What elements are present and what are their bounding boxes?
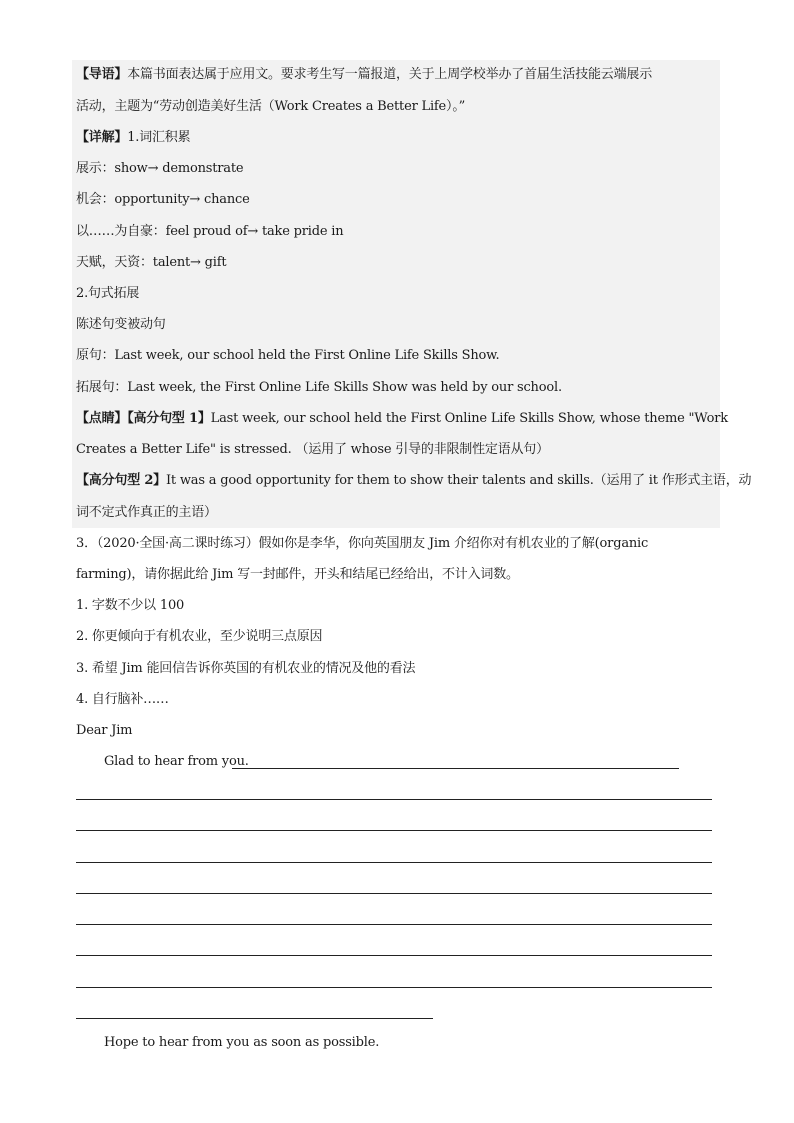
answer-line[interactable] (76, 830, 712, 831)
question-line-2: farming)，请你据此给 Jim 写一封邮件，开头和结尾已经给出，不计入词数。 (76, 567, 519, 582)
intro-text-1: 本篇书面表达属于应用文。要求考生写一篇报道，关于上周学校举办了首届生活技能云端展示 (127, 67, 653, 82)
answer-line[interactable] (76, 862, 712, 863)
answer-line[interactable] (232, 768, 679, 769)
vocab-item: 天赋，天资：talent→ gift (76, 255, 227, 270)
intro-line-1 (76, 65, 652, 85)
pattern2-line-2: 词不定式作真正的主语） (76, 505, 217, 520)
answer-line[interactable] (76, 924, 712, 925)
answer-line[interactable] (76, 987, 712, 988)
expanded-sentence: 拓展句：Last week, the First Online Life Skills Show was held by our school. (76, 380, 562, 395)
pattern2-label: 【高分句型 2】 (76, 473, 166, 488)
answer-line[interactable] (76, 799, 712, 800)
sentence-heading: 2.句式拓展 (76, 286, 140, 301)
intro-line-2: 活动，主题为“劳动创造美好生活（Work Creates a Better Life）。” (76, 99, 466, 114)
letter-opening: Glad to hear from you. (104, 754, 249, 769)
requirement-item: 4. 自行脑补…… (76, 692, 169, 707)
requirement-item: 3. 希望 Jim 能回信告诉你英国的有机农业的情况及他的看法 (76, 661, 416, 676)
original-sentence: 原句：Last week, our school held the First Online Life Skills Show. (76, 348, 500, 363)
intro-label: 【导语】 (76, 67, 128, 82)
highlight-label: 【点睛】【高分句型 1】 (76, 411, 211, 426)
vocab-item: 机会：opportunity→ chance (76, 192, 250, 207)
letter-closing: Hope to hear from you as soon as possible. (104, 1035, 380, 1050)
detail-text: 1.词汇积累 (127, 130, 191, 145)
vocab-item: 以……为自豪：feel proud of→ take pride in (76, 224, 344, 239)
detail-label: 【详解】 (76, 130, 128, 145)
answer-line[interactable] (76, 955, 712, 956)
pattern2-line-1 (76, 471, 751, 491)
requirement-item: 2. 你更倾向于有机农业，至少说明三点原因 (76, 629, 323, 644)
requirement-item: 1. 字数不少以 100 (76, 598, 185, 613)
vocab-item: 展示：show→ demonstrate (76, 161, 244, 176)
sentence-subheading: 陈述句变被动句 (76, 317, 166, 332)
highlight-line-2: Creates a Better Life" is stressed. （运用了 whose 引导的非限制性定语从句） (76, 442, 549, 457)
detail-line (76, 128, 190, 148)
answer-line[interactable] (76, 893, 712, 894)
letter-salutation: Dear Jim (76, 723, 133, 738)
pattern2-text-1: It was a good opportunity for them to show their talents and skills.（运用了 it 作形式主语，动 (165, 473, 752, 488)
question-line-1: 3．（2020·全国·高二课时练习）假如你是李华，你向英国朋友 Jim 介绍你对有机农业的了解(organic (76, 536, 649, 551)
answer-line[interactable] (76, 1018, 433, 1019)
highlight-text-1: Last week, our school held the First Online Life Skills Show, whose theme "Work (210, 411, 728, 426)
highlight-line-1 (76, 409, 728, 429)
